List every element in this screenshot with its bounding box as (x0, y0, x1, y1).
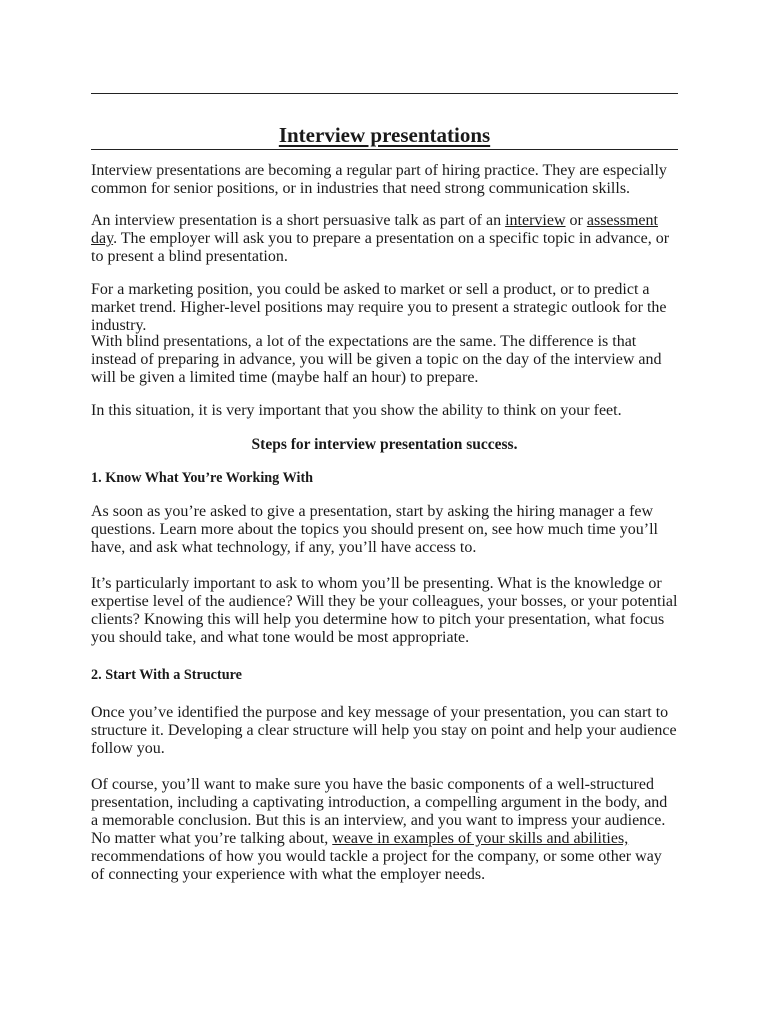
paragraph-definition: An interview presentation is a short persuasive talk as part of an interview or assessment day. The employer will ask you to prepare a presentation on a specific topic in advance, or to present a blind presentation. (91, 212, 670, 265)
paragraph-marketing: For a marketing position, you could be asked to market or sell a product, or to predict a market trend. Higher-level positions may require you to present a strategic outlook for the industry. (91, 281, 667, 334)
interview-link[interactable]: interview (505, 212, 566, 229)
paragraph-situation: In this situation, it is very important that you show the ability to think on your feet. (91, 402, 622, 419)
step2-paragraph-1: Once you’ve identified the purpose and key message of your presentation, you can start to structure it. Developing a clear structure will help you stay on point and help your audience follow you. (91, 704, 677, 757)
skills-abilities-link[interactable]: weave in examples of your skills and abilities, (332, 830, 629, 847)
top-rule (91, 93, 678, 94)
paragraph-blind: With blind presentations, a lot of the expectations are the same. The difference is that instead of preparing in advance, you will be given a topic on the day of the interview and will be given a limited time (maybe half an hour) to prepare. (91, 333, 662, 386)
title-rule (91, 149, 678, 150)
steps-heading: Steps for interview presentation success. (251, 436, 518, 453)
step1-paragraph-1: As soon as you’re asked to give a presentation, start by asking the hiring manager a few questions. Learn more about the topics you should present on, see how much time you’ll have, and ask what technology, if any, you’ll have access to. (91, 503, 658, 556)
paragraph-intro: Interview presentations are becoming a regular part of hiring practice. They are especially common for senior positions, or in industries that need strong communication skills. (91, 162, 667, 197)
step1-paragraph-2: It’s particularly important to ask to whom you’ll be presenting. What is the knowledge or expertise level of the audience? Will they be your colleagues, your bosses, or your potential clients? Knowing this will help you determine how to pitch your presentation, what focus you should take, and what tone would be most appropriate. (91, 575, 678, 646)
step2-paragraph-2: Of course, you’ll want to make sure you have the basic components of a well-structured presentation, including a captivating introduction, a compelling argument in the body, and a memorable conclusion. But this is an interview, and you want to impress your audience. No matter what you’re talking about, weave in examples of your skills and abilities, recommendations of how you would tackle a project for the company, or some other way of connecting your experience with what the employer needs. (91, 776, 668, 883)
assessment-day-link[interactable]: assessment day (91, 212, 658, 247)
step1-heading: 1. Know What You’re Working With (91, 470, 314, 486)
step2-heading: 2. Start With a Structure (91, 667, 242, 683)
page-title: Interview presentations (278, 123, 491, 147)
